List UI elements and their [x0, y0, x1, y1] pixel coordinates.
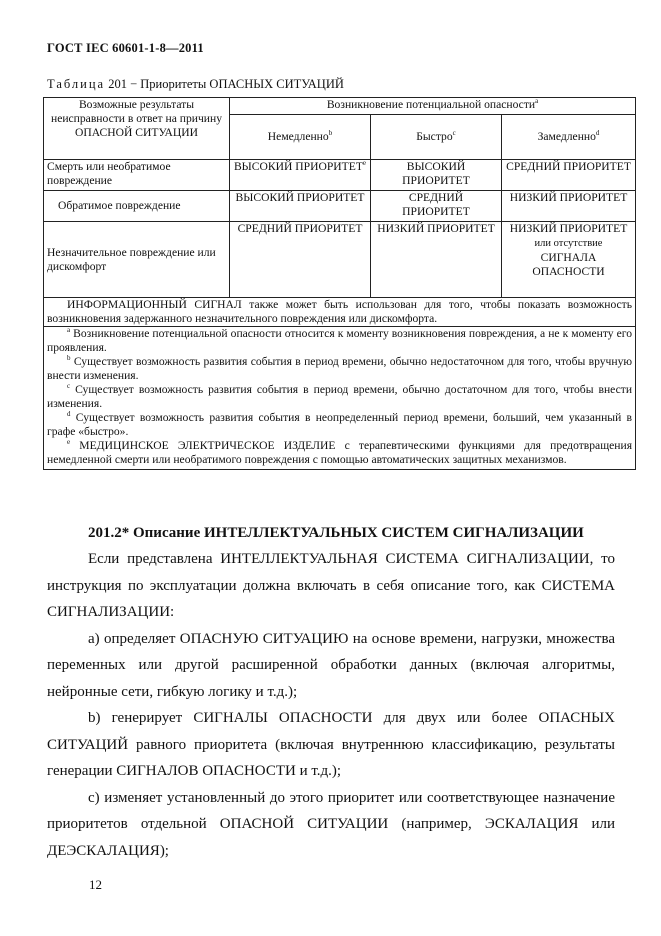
page-number: 12 [89, 877, 102, 892]
paragraph-item-b: b) генерирует СИГНАЛЫ ОПАСНОСТИ для двух или более ОПАСНЫХ СИТУАЦИЙ равного приоритета (включая внутреннюю классификацию, результаты генерации СИГНАЛОВ ОПАСНОСТИ и т.д.); [47, 710, 615, 779]
table-row [44, 191, 636, 222]
caption-label: Таблица [47, 77, 106, 91]
cell-priority: НИЗКИЙ ПРИОРИТЕТ [371, 222, 502, 298]
footnote-a: $^a$ Возникновение потенциальной опасности относится к моменту возникновения повреждения, а не к моменту его проявления. [47, 326, 633, 354]
footnote-e: $^e$ МЕДИЦИНСКОЕ ЭЛЕКТРИЧЕСКОЕ ИЗДЕЛИЕ с терапевтическими функциями для предотвращения немедленной смерти или необратимого повреждения с помощью автоматических защитных механизмов. [47, 438, 633, 466]
caption-number: 201 [108, 77, 127, 91]
table-row [44, 222, 636, 298]
footnote-b: $^b$ Существует возможность развития события в период времени, обычно недостаточном для того, чтобы вручную внести изменения. [47, 354, 633, 382]
footnote-c: $^c$ Существует возможность развития события в период времени, обычно достаточном для того, чтобы внести изменения. [47, 382, 633, 410]
header-immediate: Немедленно$^b$ [230, 115, 371, 160]
section-body [47, 546, 615, 864]
cell-priority: ВЫСОКИЙ ПРИОРИТЕТ$^e$ [230, 160, 371, 191]
header-outcomes: Возможные результаты неисправности в ответ на причину ОПАСНОЙ СИТУАЦИИ [44, 98, 230, 160]
header-prompt: Быстро$^c$ [371, 115, 502, 160]
cell-priority: НИЗКИЙ ПРИОРИТЕТ [502, 191, 636, 222]
cell-priority: НИЗКИЙ ПРИОРИТЕТ или отсутствие СИГНАЛА ОПАСНОСТИ [502, 222, 636, 298]
table-info-row [44, 298, 636, 327]
table-caption [47, 77, 344, 92]
footnote-d: $^d$ Существует возможность развития события в неопределенный период времени, больший, чем указанный в графе «быстро». [47, 410, 633, 438]
header-delayed: Замедленно$^d$ [502, 115, 636, 160]
paragraph-intro: Если представлена ИНТЕЛЛЕКТУАЛЬНАЯ СИСТЕМА СИГНАЛИЗАЦИИ, то инструкция по эксплуатации должна включать в себя описание того, как СИСТЕМА СИГНАЛИЗАЦИИ: [47, 551, 615, 620]
cell-priority: СРЕДНИЙ ПРИОРИТЕТ [371, 191, 502, 222]
document-header: ГОСТ IEC 60601-1-8—2011 [47, 41, 204, 55]
table-footnotes [44, 327, 636, 470]
cell-priority: СРЕДНИЙ ПРИОРИТЕТ [502, 160, 636, 191]
header-occurrence: Возникновение потенциальной опасности$^a$ [230, 98, 636, 115]
priority-table [43, 97, 636, 470]
table-row [44, 160, 636, 191]
cell-priority: СРЕДНИЙ ПРИОРИТЕТ [230, 222, 371, 298]
row-label: Смерть или необратимое повреждение [44, 160, 230, 191]
section-title: 201.2* Описание ИНТЕЛЛЕКТУАЛЬНЫХ СИСТЕМ СИГНАЛИЗАЦИИ [88, 525, 584, 541]
row-label: Незначительное повреждение или дискомфорт [44, 222, 230, 298]
caption-title: − Приоритеты ОПАСНЫХ СИТУАЦИЙ [130, 77, 344, 91]
row-label: Обратимое повреждение [44, 191, 230, 222]
cell-priority: ВЫСОКИЙ ПРИОРИТЕТ [371, 160, 502, 191]
cell-priority: ВЫСОКИЙ ПРИОРИТЕТ [230, 191, 371, 222]
info-signal-note: ИНФОРМАЦИОННЫЙ СИГНАЛ также может быть использован для того, чтобы показать возможность возникновения задержанного незначительного повреждения или дискомфорта. [44, 298, 636, 327]
paragraph-item-c: c) изменяет установленный до этого приоритет или соответствующее назначение приоритетов отдельной ОПАСНОЙ СИТУАЦИИ (например, ЭСКАЛАЦИЯ или ДЕЭСКАЛАЦИЯ); [47, 789, 615, 859]
paragraph-item-a: a) определяет ОПАСНУЮ СИТУАЦИЮ на основе времени, нагрузки, множества переменных или другой расширенной обработки данных (включая алгоритмы, нейронные сети, гибкую логику и т.д.); [47, 630, 615, 700]
table-footnotes-row [44, 327, 636, 470]
